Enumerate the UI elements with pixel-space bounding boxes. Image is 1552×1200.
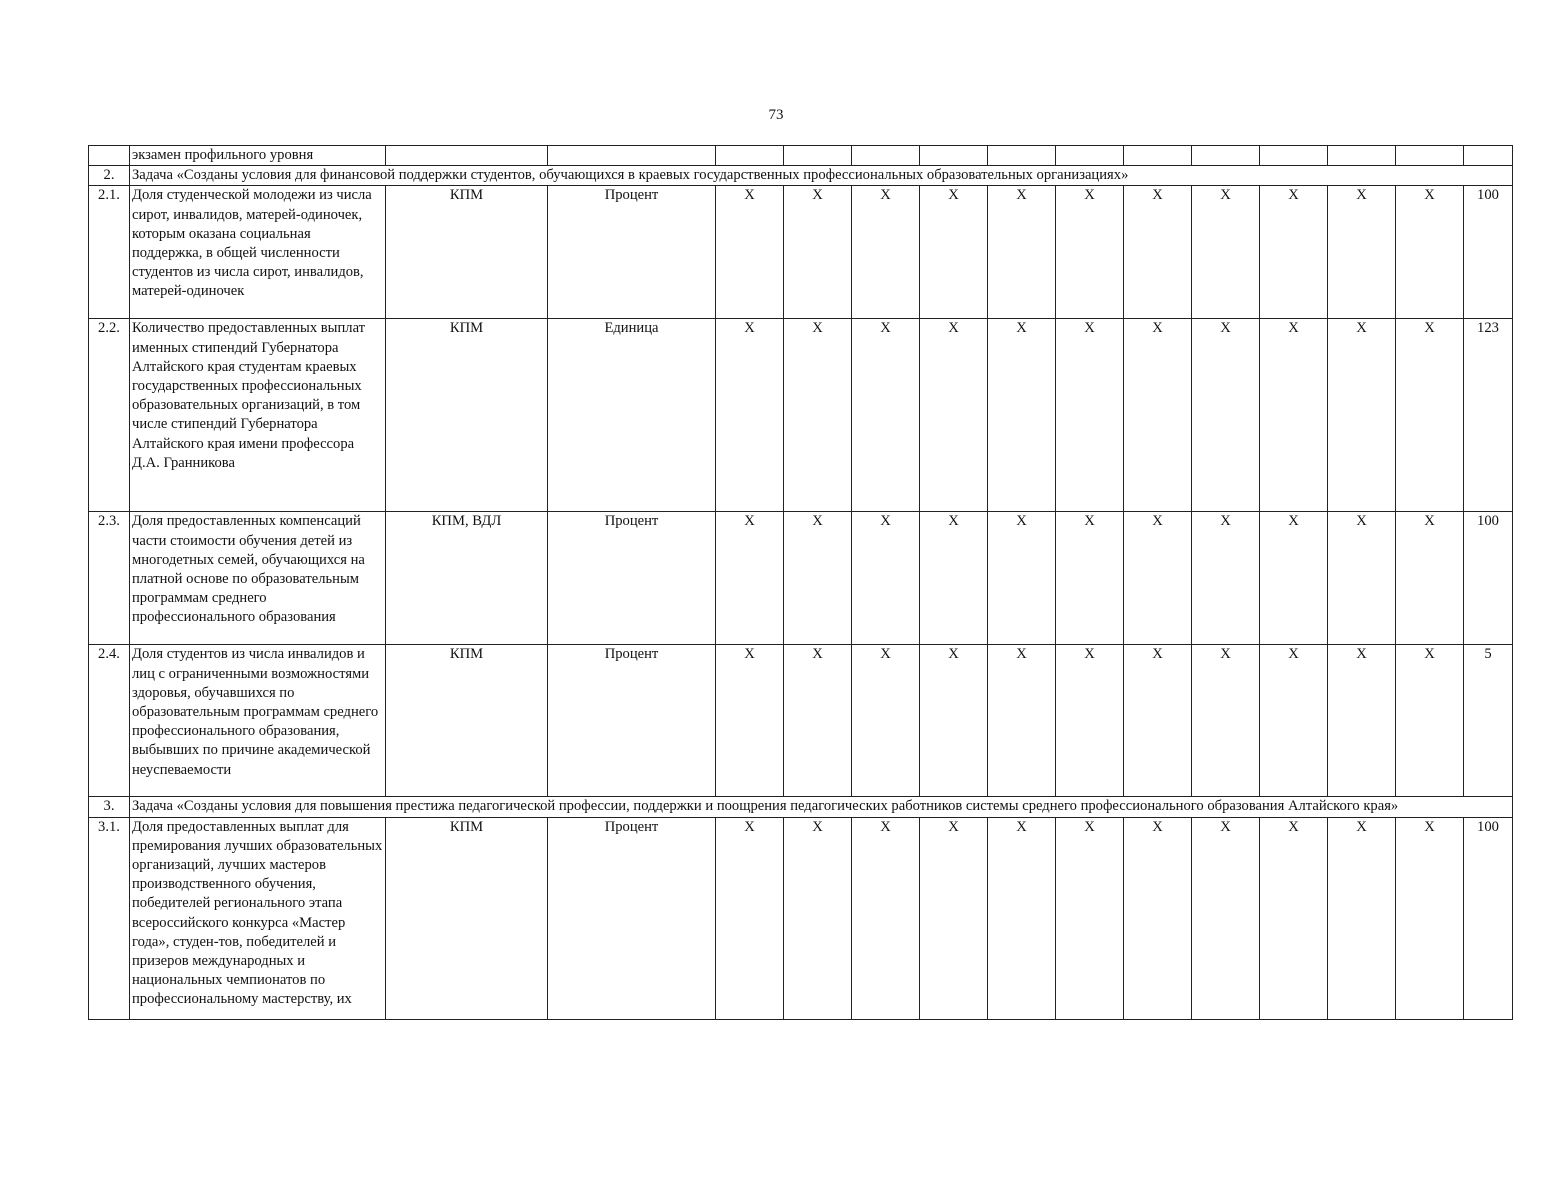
page-number: 73 (768, 107, 784, 123)
year-value-cell: Х (1124, 817, 1192, 1019)
task-row (89, 797, 1513, 817)
year-value-cell: Х (716, 319, 784, 512)
year-value-cell: Х (1192, 512, 1260, 645)
indicator-name-cell: Количество предоставленных выплат именных стипендий Губернатора Алтайского края студентам краевых государственных профессиональных образовательных организаций, в том числе стипендий Губернатора Алтайского края имени профессора Д.А. Гранникова (130, 319, 386, 512)
year-value-cell: Х (852, 319, 920, 512)
target-value-cell: 100 (1464, 512, 1513, 645)
source-cell: КПМ (386, 645, 548, 797)
target-value-cell: 123 (1464, 319, 1513, 512)
empty-cell (1056, 146, 1124, 166)
task-number-cell: 2. (89, 166, 130, 186)
year-value-cell: Х (988, 512, 1056, 645)
row-number-cell (89, 146, 130, 166)
source-cell: КПМ (386, 186, 548, 319)
empty-cell (548, 146, 716, 166)
year-value-cell: Х (852, 186, 920, 319)
year-value-cell: Х (1260, 186, 1328, 319)
year-value-cell: Х (1056, 319, 1124, 512)
table-row (89, 186, 1513, 319)
year-value-cell: Х (716, 817, 784, 1019)
year-value-cell: Х (1396, 817, 1464, 1019)
year-value-cell: Х (1056, 817, 1124, 1019)
empty-cell (1328, 146, 1396, 166)
empty-cell (1260, 146, 1328, 166)
table-row (89, 146, 1513, 166)
year-value-cell: Х (784, 512, 852, 645)
year-value-cell: Х (1260, 817, 1328, 1019)
indicator-name-cell: экзамен профильного уровня (130, 146, 386, 166)
task-row (89, 166, 1513, 186)
indicator-name-cell: Доля студенческой молодежи из числа сирот, инвалидов, матерей-одиночек, которым оказана социальная поддержка, в общей численности студентов из числа сирот, инвалидов, матерей-одиночек (130, 186, 386, 319)
empty-cell (1396, 146, 1464, 166)
year-value-cell: Х (1328, 319, 1396, 512)
year-value-cell: Х (988, 645, 1056, 797)
indicator-name-cell: Доля предоставленных компенсаций части стоимости обучения детей из многодетных семей, обучающихся на платной основе по образовательным программам среднего профессионального образования (130, 512, 386, 645)
year-value-cell: Х (1260, 319, 1328, 512)
empty-cell (386, 146, 548, 166)
year-value-cell: Х (988, 817, 1056, 1019)
year-value-cell: Х (852, 645, 920, 797)
year-value-cell: Х (1124, 319, 1192, 512)
empty-cell (784, 146, 852, 166)
year-value-cell: Х (716, 645, 784, 797)
target-value-cell: 100 (1464, 817, 1513, 1019)
year-value-cell: Х (1056, 186, 1124, 319)
row-number-cell: 2.2. (89, 319, 130, 512)
task-title-cell: Задача «Созданы условия для финансовой поддержки студентов, обучающихся в краевых государственных профессиональных образовательных организациях» (130, 166, 1513, 186)
empty-cell (852, 146, 920, 166)
year-value-cell: Х (1396, 319, 1464, 512)
empty-cell (1124, 146, 1192, 166)
year-value-cell: Х (920, 186, 988, 319)
year-value-cell: Х (716, 186, 784, 319)
target-value-cell: 100 (1464, 186, 1513, 319)
table-row (89, 319, 1513, 512)
empty-cell (988, 146, 1056, 166)
year-value-cell: Х (1328, 645, 1396, 797)
year-value-cell: Х (1396, 186, 1464, 319)
year-value-cell: Х (1192, 186, 1260, 319)
year-value-cell: Х (716, 512, 784, 645)
row-number-cell: 2.3. (89, 512, 130, 645)
year-value-cell: Х (852, 817, 920, 1019)
year-value-cell: Х (920, 319, 988, 512)
table-body (89, 146, 1513, 1020)
row-number-cell: 3.1. (89, 817, 130, 1019)
year-value-cell: Х (784, 186, 852, 319)
year-value-cell: Х (784, 645, 852, 797)
year-value-cell: Х (988, 319, 1056, 512)
table-row (89, 645, 1513, 797)
empty-cell (920, 146, 988, 166)
table-row (89, 817, 1513, 1019)
year-value-cell: Х (1124, 512, 1192, 645)
row-number-cell: 2.4. (89, 645, 130, 797)
year-value-cell: Х (920, 645, 988, 797)
year-value-cell: Х (1328, 817, 1396, 1019)
task-number-cell: 3. (89, 797, 130, 817)
year-value-cell: Х (1328, 512, 1396, 645)
year-value-cell: Х (1396, 512, 1464, 645)
year-value-cell: Х (1192, 319, 1260, 512)
year-value-cell: Х (1124, 645, 1192, 797)
year-value-cell: Х (1396, 645, 1464, 797)
year-value-cell: Х (784, 817, 852, 1019)
unit-cell: Процент (548, 512, 716, 645)
year-value-cell: Х (1260, 512, 1328, 645)
year-value-cell: Х (852, 512, 920, 645)
year-value-cell: Х (1056, 512, 1124, 645)
empty-cell (1192, 146, 1260, 166)
year-value-cell: Х (920, 512, 988, 645)
year-value-cell: Х (1260, 645, 1328, 797)
empty-cell (716, 146, 784, 166)
unit-cell: Единица (548, 319, 716, 512)
year-value-cell: Х (1124, 186, 1192, 319)
table-row (89, 512, 1513, 645)
year-value-cell: Х (920, 817, 988, 1019)
year-value-cell: Х (1192, 817, 1260, 1019)
task-title-cell: Задача «Созданы условия для повышения престижа педагогической профессии, поддержки и поощрения педагогических работников системы среднего профессионального образования Алтайского края» (130, 797, 1513, 817)
unit-cell: Процент (548, 817, 716, 1019)
empty-cell (1464, 146, 1513, 166)
indicators-table (88, 145, 1513, 1020)
year-value-cell: Х (784, 319, 852, 512)
source-cell: КПМ, ВДЛ (386, 512, 548, 645)
indicator-name-cell: Доля студентов из числа инвалидов и лиц с ограниченными возможностями здоровья, обучавшихся по образовательным программам среднего профессионального образования, выбывших по причине академической неуспеваемости (130, 645, 386, 797)
source-cell: КПМ (386, 319, 548, 512)
unit-cell: Процент (548, 186, 716, 319)
unit-cell: Процент (548, 645, 716, 797)
row-number-cell: 2.1. (89, 186, 130, 319)
year-value-cell: Х (988, 186, 1056, 319)
year-value-cell: Х (1328, 186, 1396, 319)
indicator-name-cell: Доля предоставленных выплат для премирования лучших образовательных организаций, лучших мастеров производственного обучения, победителей регионального этапа всероссийского конкурса «Мастер года», студен-тов, победителей и призеров международных и национальных чемпионатов по профессиональному мастерству, их (130, 817, 386, 1019)
year-value-cell: Х (1056, 645, 1124, 797)
year-value-cell: Х (1192, 645, 1260, 797)
source-cell: КПМ (386, 817, 548, 1019)
target-value-cell: 5 (1464, 645, 1513, 797)
